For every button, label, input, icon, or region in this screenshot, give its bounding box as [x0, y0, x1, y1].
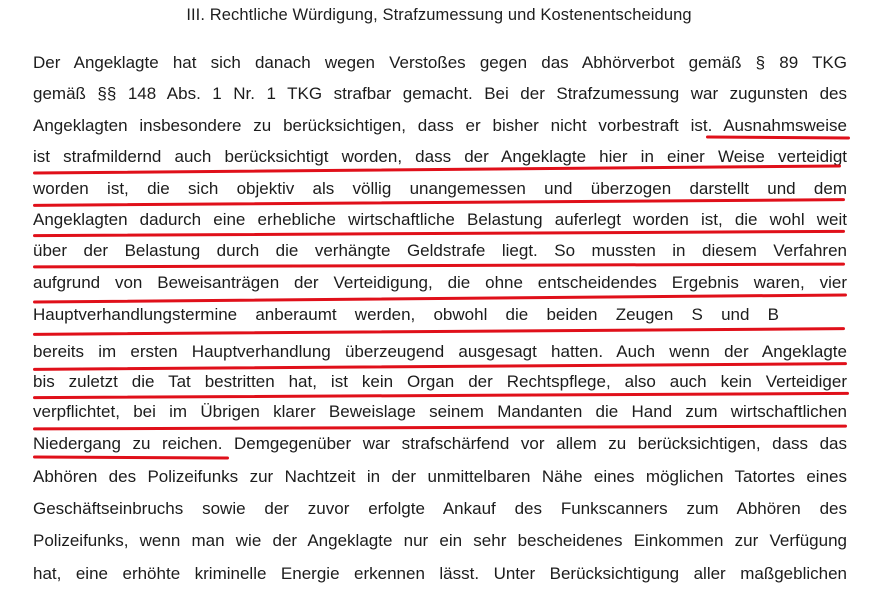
text-line-11: bis zuletzt die Tat bestritten hat, ist kein Organ der Rechtspflege, also auch kein Verteidiger [33, 372, 847, 391]
underline-mark-7 [33, 327, 845, 336]
text-line-4: ist strafmildernd auch berücksichtigt worden, dass der Angeklagte hier in einer Weise verteidigt [33, 147, 847, 166]
section-heading: III. Rechtliche Würdigung, Strafzumessung und Kostenentscheidung [186, 6, 692, 24]
underline-mark-1 [706, 135, 850, 139]
underline-mark-8 [33, 362, 847, 371]
underline-mark-11 [33, 455, 229, 459]
text-line-6: Angeklagten dadurch eine erhebliche wirtschaftliche Belastung auferlegt worden ist, die wohl weit [33, 210, 847, 229]
text-line-13: Niedergang zu reichen. Demgegenüber war strafschärfend vor allem zu berücksichtigen, dass das [33, 434, 847, 453]
underline-mark-5 [33, 263, 845, 269]
text-line-15: Geschäftseinbruchs sowie der zuvor erfolgte Ankauf des Funkscanners zum Abhören des [33, 499, 847, 518]
text-line-8: aufgrund von Beweisanträgen der Verteidigung, die ohne entscheidendes Ergebnis waren, vier [33, 273, 847, 292]
underline-mark-6 [33, 293, 847, 303]
text-line-7: über der Belastung durch die verhängte Geldstrafe liegt. So mussten in diesem Verfahren [33, 241, 847, 260]
text-line-10: bereits im ersten Hauptverhandlung überzeugend ausgesagt hatten. Auch wenn der Angeklagte [33, 342, 847, 361]
text-line-16: Polizeifunks, wenn man wie der Angeklagte nur ein sehr bescheidenes Einkommen zur Verfügung [33, 531, 847, 550]
text-line-2: gemäß §§ 148 Abs. 1 Nr. 1 TKG strafbar gemacht. Bei der Strafzumessung war zugunsten des [33, 84, 847, 103]
text-line-1: Der Angeklagte hat sich danach wegen Verstoßes gegen das Abhörverbot gemäß § 89 TKG [33, 53, 847, 72]
text-line-14: Abhören des Polizeifunks zur Nachtzeit in der unmittelbaren Nähe eines möglichen Tatortes eines [33, 467, 847, 486]
text-line-9: Hauptverhandlungstermine anberaumt werden, obwohl die beiden Zeugen S und B [33, 305, 779, 324]
text-line-17: hat, eine erhöhte kriminelle Energie erkennen lässt. Unter Berücksichtigung aller maßgeblichen [33, 564, 847, 583]
text-line-5: worden ist, die sich objektiv als völlig unangemessen und überzogen darstellt und dem [33, 179, 847, 198]
text-line-12: verpflichtet, bei im Übrigen klarer Beweislage seinem Mandanten die Hand zum wirtschaftlichen [33, 402, 847, 421]
text-line-3: Angeklagten insbesondere zu berücksichtigen, dass er bisher nicht vorbestraft ist. Ausnahmsweise [33, 116, 847, 135]
underline-mark-10 [33, 425, 847, 431]
